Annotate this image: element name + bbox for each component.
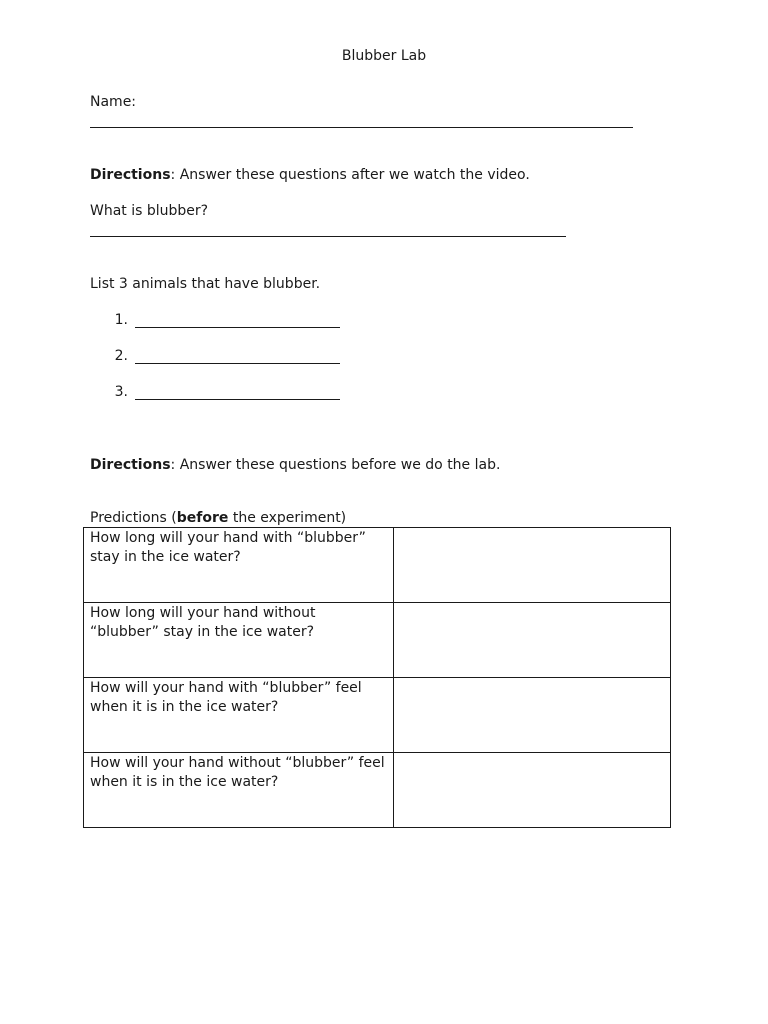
prediction-answer-cell[interactable] (394, 603, 671, 678)
list-animals-prompt: List 3 animals that have blubber. (90, 276, 321, 292)
document-title: Blubber Lab (341, 48, 427, 64)
question-what-is-blubber: What is blubber? (90, 203, 209, 219)
predictions-table (83, 527, 671, 828)
directions-before-lab (90, 455, 500, 475)
table-row (84, 753, 671, 828)
table-row (84, 678, 671, 753)
prediction-question: How long will your hand with “blubber” stay in the ice water? (84, 528, 394, 603)
animal-answer-line-3[interactable] (135, 399, 340, 400)
prediction-answer-cell[interactable] (394, 528, 671, 603)
prediction-answer-cell[interactable] (394, 753, 671, 828)
directions-label: Directions (90, 457, 171, 473)
list-number-2: 2. (114, 348, 128, 364)
directions-text: : Answer these questions before we do the lab. (170, 457, 501, 473)
list-number-3: 3. (114, 384, 128, 400)
caption-bold-before: before (176, 510, 229, 526)
caption-start: Predictions ( (90, 510, 177, 526)
prediction-question: How will your hand with “blubber” feel when it is in the ice water? (84, 678, 394, 753)
name-answer-line[interactable] (90, 127, 633, 128)
caption-end: the experiment) (228, 510, 347, 526)
table-row (84, 603, 671, 678)
list-number-1: 1. (114, 312, 128, 328)
directions-after-video (90, 165, 530, 185)
animal-answer-line-2[interactable] (135, 363, 340, 364)
name-label: Name: (90, 94, 137, 110)
directions-text: : Answer these questions after we watch the video. (170, 167, 530, 183)
table-row (84, 528, 671, 603)
prediction-question: How will your hand without “blubber” feel when it is in the ice water? (84, 753, 394, 828)
predictions-caption (90, 508, 346, 528)
directions-label: Directions (90, 167, 171, 183)
blubber-answer-line[interactable] (90, 236, 566, 237)
prediction-answer-cell[interactable] (394, 678, 671, 753)
animal-answer-line-1[interactable] (135, 327, 340, 328)
prediction-question: How long will your hand without “blubber” stay in the ice water? (84, 603, 394, 678)
